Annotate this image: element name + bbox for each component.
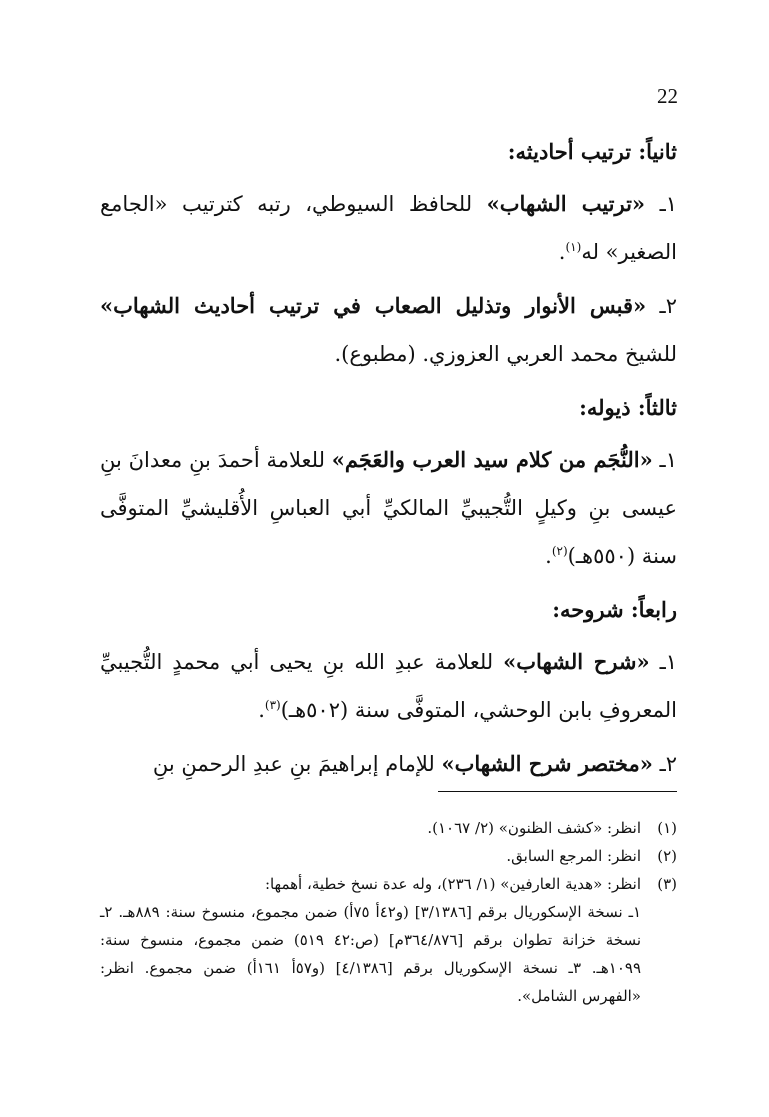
footnote [100,842,677,870]
footnote-number: (١) [657,819,677,837]
footnote-ref[interactable]: (١) [565,240,582,254]
item-number: ١ـ [659,650,677,674]
footnote [100,814,677,842]
section-heading-fourth: رابعاً: شروحه: [552,597,677,622]
footnote [100,870,677,898]
footnotes [100,814,677,1010]
footnote-number: (٢) [657,847,677,865]
item-text: للشيخ محمد العربي العزوزي. (مطبوع). [334,342,677,366]
book-title: «ترتيب الشهاب» [486,191,646,216]
item-number: ٢ـ [659,752,677,776]
book-title: «مختصر شرح الشهاب» [441,751,653,776]
page-number: 22 [657,84,678,108]
main-text [100,128,677,794]
list-item [100,180,677,276]
footnote-ref[interactable]: (٣) [264,698,281,712]
item-number: ١ـ [659,192,677,216]
section-heading-second: ثانياً: ترتيب أحاديثه: [507,139,677,164]
book-title: «قبس الأنوار وتذليل الصعاب في ترتيب أحاديث الشهاب» [100,293,647,318]
list-item [100,436,677,580]
footnote-continuation: ١ـ نسخة الإسكوريال برقم [٣/١٣٨٦] (و٤٢أ ٧٥أ) ضمن مجموع، منسوخ سنة: ٨٨٩هـ. ٢ـ نسخة خزانة تطوان برقم [٣٦٤/٨٧٦م] (ص:٤٢ ٥١٩) ضمن مجموع، منسوخ سنة: ١٠٩٩هـ. ٣ـ نسخة الإسكوريال برقم [٤/١٣٨٦] (و٥٧أ ١٦١أ) ضمن مجموع. انظر: «الفهرس الشامل». [100,903,642,1005]
footnote-text: انظر: المرجع السابق. [506,847,641,865]
item-text: للعلامة أحمدَ بنِ معدانَ بنِ عيسى بنِ وكيلٍ التُّجيبيِّ المالكيِّ أبي العباسِ الأُقليشيِّ المتوفَّى سنة (٥٥٠هـ) [100,448,677,568]
footnote-divider [438,791,677,792]
book-title: «شرح الشهاب» [503,649,650,674]
book-title: «النُّجَم من كلام سيد العرب والعَجَم» [331,447,653,472]
item-end: . [545,544,552,568]
list-item [100,740,677,788]
item-number: ١ـ [659,448,677,472]
item-end: . [558,240,566,264]
footnote-number: (٣) [657,875,677,893]
item-number: ٢ـ [659,294,677,318]
item-text: للعلامة عبدِ الله بنِ يحيى أبي محمدٍ التُّجيبيِّ المعروفِ بابن الوحشي، المتوفَّى سنة (٥٠٢هـ) [100,650,677,722]
item-text: للحافظ السيوطي، رتبه كترتيب «الجامع الصغير» له [100,192,677,264]
item-text: للإمام إبراهيمَ بنِ عبدِ الرحمنِ بنِ [152,752,435,776]
footnote-text: انظر: «كشف الظنون» (٢/ ١٠٦٧). [427,819,641,837]
footnote-ref[interactable]: (٢) [551,544,568,558]
section-heading-third: ثالثاً: ذيوله: [579,395,677,420]
item-end: . [258,698,265,722]
footnote-text: انظر: «هدية العارفين» (١/ ٢٣٦)، وله عدة نسخ خطية، أهمها: [264,875,641,893]
list-item [100,282,677,378]
list-item [100,638,677,734]
